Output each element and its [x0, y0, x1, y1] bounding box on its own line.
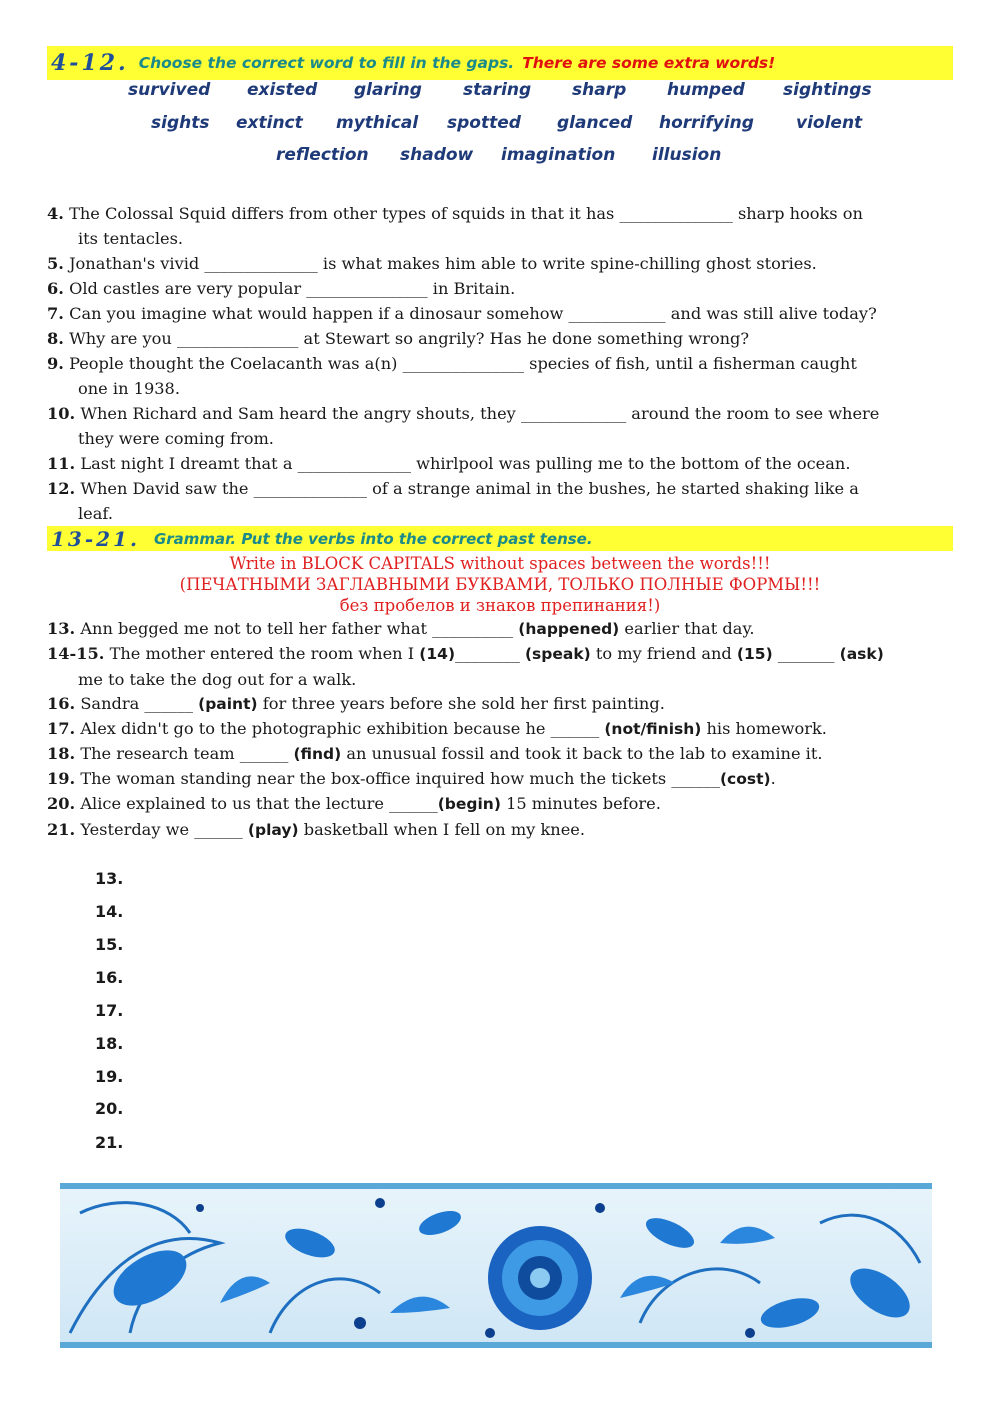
question-13: 13. Ann begged me not to tell her father what __________ (happened) earlier that day.: [47, 619, 755, 638]
question-7: 7. Can you imagine what would happen if a dinosaur somehow ____________ and was still alive today?: [47, 304, 877, 323]
answer-label-21: 21.: [95, 1133, 124, 1152]
question-17: 17. Alex didn't go to the photographic exhibition because he ______ (not/finish) his homework.: [47, 719, 827, 738]
word-item: glaring: [354, 80, 422, 100]
word-item: horrifying: [659, 113, 754, 133]
section-header-vocabulary: [47, 46, 953, 80]
section-number: 13-21.: [51, 526, 140, 551]
question-18: 18. The research team ______ (find) an unusual fossil and took it back to the lab to examine it.: [47, 744, 823, 763]
instruction-note-russian-1: (ПЕЧАТНЫМИ ЗАГЛАВНЫМИ БУКВАМИ, ТОЛЬКО ПОЛНЫЕ ФОРМЫ!!!: [179, 575, 821, 594]
instruction-note-english: Write in BLOCK CAPITALS without spaces between the words!!!: [229, 554, 771, 573]
word-item: survived: [128, 80, 211, 100]
answer-label-18: 18.: [95, 1034, 124, 1053]
word-item: sightings: [783, 80, 872, 100]
question-19: 19. The woman standing near the box-office inquired how much the tickets ______(cost).: [47, 769, 776, 788]
word-item: glanced: [557, 113, 633, 133]
answer-label-13: 13.: [95, 869, 124, 888]
answer-label-14: 14.: [95, 902, 124, 921]
answer-label-19: 19.: [95, 1067, 124, 1086]
question-20: 20. Alice explained to us that the lecture ______(begin) 15 minutes before.: [47, 794, 661, 813]
word-item: extinct: [236, 113, 303, 133]
instruction-note-russian-2: без пробелов и знаков препинания!): [339, 596, 661, 615]
question-6: 6. Old castles are very popular _______________ in Britain.: [47, 279, 516, 298]
section-header-grammar: [47, 526, 953, 551]
extra-words-note: There are some extra words!: [522, 54, 776, 72]
word-item: mythical: [336, 113, 419, 133]
word-item: humped: [667, 80, 745, 100]
question-16: 16. Sandra ______ (paint) for three years before she sold her first painting.: [47, 694, 665, 713]
section-number: 4-12.: [51, 50, 129, 76]
word-item: sharp: [572, 80, 627, 100]
word-item: spotted: [447, 113, 521, 133]
word-item: violent: [796, 113, 863, 133]
word-item: illusion: [652, 145, 722, 165]
question-9: 9. People thought the Coelacanth was a(n) _______________ species of fish, until a fisherman caught one in 1938.: [47, 354, 857, 398]
answer-label-15: 15.: [95, 935, 124, 954]
question-12: 12. When David saw the ______________ of a strange animal in the bushes, he started shaking like a leaf.: [47, 479, 859, 523]
question-11: 11. Last night I dreamt that a ______________ whirlpool was pulling me to the bottom of the ocean.: [47, 454, 851, 473]
question-5: 5. Jonathan's vivid ______________ is what makes him able to write spine-chilling ghost stories.: [47, 254, 817, 273]
answer-label-16: 16.: [95, 968, 124, 987]
word-item: shadow: [400, 145, 474, 165]
gzhel-ornament-image: [60, 1183, 932, 1348]
word-item: staring: [463, 80, 532, 100]
word-item: existed: [247, 80, 318, 100]
question-21: 21. Yesterday we ______ (play) basketball when I fell on my knee.: [47, 820, 586, 839]
section-instruction: Grammar. Put the verbs into the correct past tense.: [153, 529, 593, 548]
word-item: imagination: [501, 145, 616, 165]
question-4: 4. The Colossal Squid differs from other types of squids in that it has ______________ sharp hooks on its tentacles.: [47, 204, 863, 248]
answer-label-17: 17.: [95, 1001, 124, 1020]
question-14-15: 14-15. The mother entered the room when I (14)________ (speak) to my friend and (15) _______ (ask) me to take the dog out for a walk.: [47, 644, 884, 689]
question-10: 10. When Richard and Sam heard the angry shouts, they _____________ around the room to see where they were coming from.: [47, 404, 880, 448]
word-item: sights: [151, 113, 210, 133]
word-item: reflection: [276, 145, 369, 165]
question-8: 8. Why are you _______________ at Stewart so angrily? Has he done something wrong?: [47, 329, 750, 348]
answer-label-20: 20.: [95, 1099, 124, 1118]
section-instruction: Choose the correct word to fill in the gaps.: [138, 54, 515, 72]
